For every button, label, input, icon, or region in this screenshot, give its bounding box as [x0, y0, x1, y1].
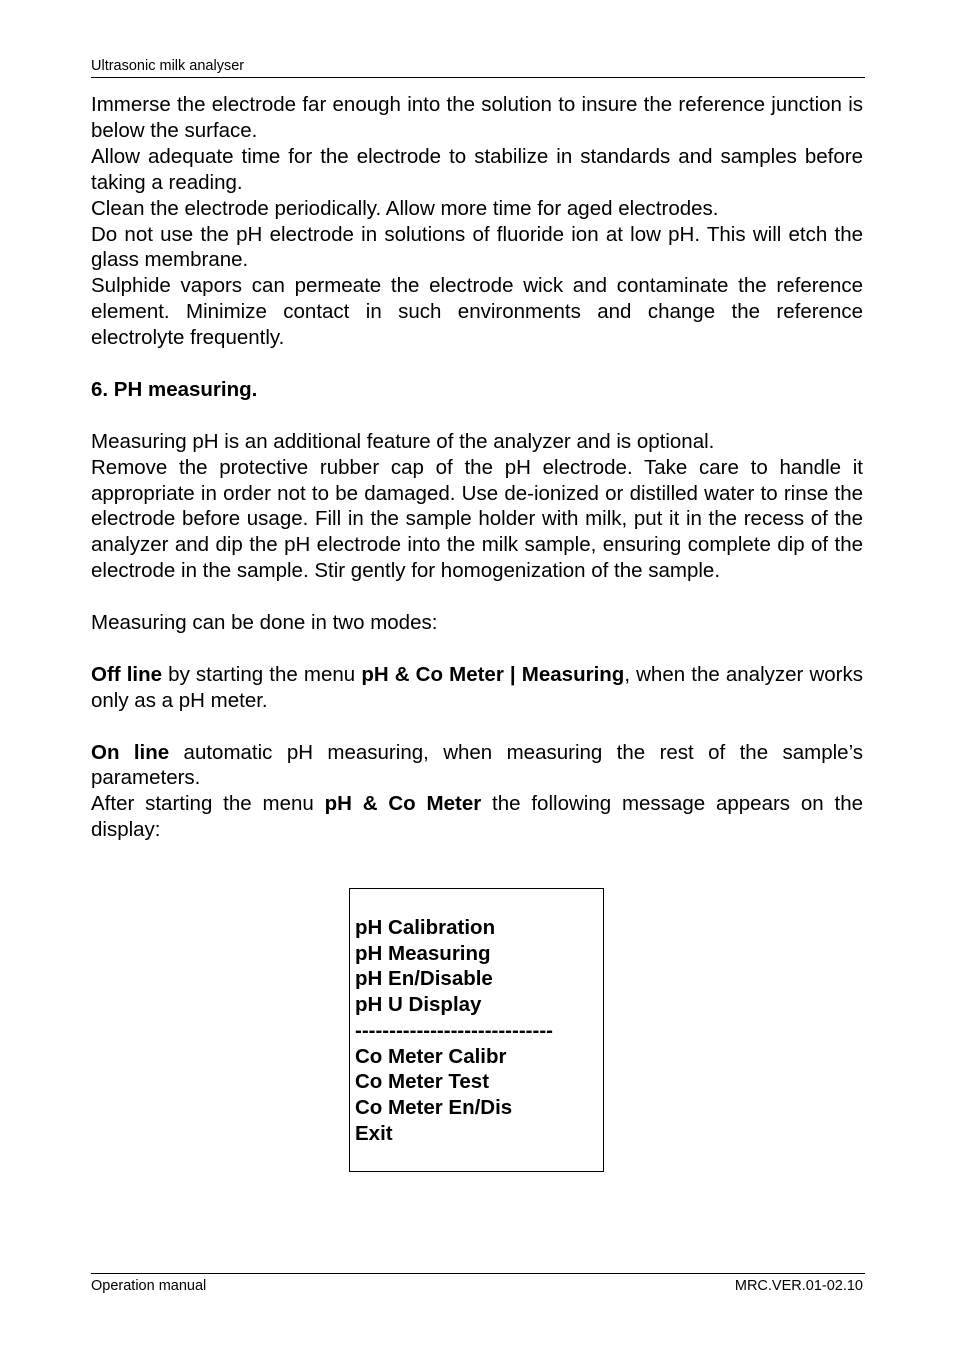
- paragraph-sulphide: Sulphide vapors can permeate the electrode wick and contaminate the reference element. Minimize contact in such environments and change the reference electrolyte frequently.: [91, 274, 863, 350]
- menu-separator: -----------------------------: [355, 1018, 553, 1042]
- spacer: [91, 584, 863, 610]
- menu-item-ph-measuring: pH Measuring: [355, 941, 491, 965]
- offline-text-1: by starting the menu: [162, 662, 362, 686]
- paragraph-clean: Clean the electrode periodically. Allow more time for aged electrodes.: [91, 196, 719, 220]
- offline-label: Off line: [91, 662, 163, 686]
- document-title: Ultrasonic milk analyser: [91, 58, 245, 74]
- online-label: On line: [91, 740, 170, 764]
- paragraph-immerse: Immerse the electrode far enough into the solution to insure the reference junction is below the surface.: [91, 93, 863, 142]
- footer-version-text: MRC.VER.01-02.10: [734, 1278, 863, 1294]
- offline-text-2: , when the analyzer works only as a pH meter.: [91, 662, 864, 712]
- menu-item-co-meter-en-dis: Co Meter En/Dis: [355, 1095, 513, 1119]
- footer-left-text: Operation manual: [91, 1278, 207, 1294]
- menu-item-ph-en-disable: pH En/Disable: [355, 967, 493, 991]
- display-menu-box: [349, 888, 604, 1172]
- after-text-2: the following message appears on the display:: [91, 792, 863, 842]
- paragraph-fluoride: Do not use the pH electrode in solutions of fluoride ion at low pH. This will etch the glass membrane.: [91, 222, 863, 272]
- page-content: [91, 92, 863, 843]
- menu-item-co-meter-test: Co Meter Test: [355, 1070, 490, 1094]
- menu-item-ph-calibration: pH Calibration: [355, 916, 496, 939]
- page-footer: [91, 1273, 865, 1296]
- spacer: [91, 403, 863, 429]
- paragraph-online-mode: [91, 740, 863, 792]
- paragraph-after-start: [91, 791, 863, 843]
- paragraph-modes-intro: Measuring can be done in two modes:: [91, 611, 438, 635]
- paragraph-procedure: Remove the protective rubber cap of the pH electrode. Take care to handle it appropriate in order not to be damaged. Use de-ionized or distilled water to rinse the electrode before usage. Fill in the sample holder with milk, put it in the recess of the analyzer and dip the pH electrode into the milk sample, ensuring complete dip of the electrode in the sample. Stir gently for homogenization of the sample.: [91, 455, 863, 583]
- online-text: automatic pH measuring, when measuring the rest of the sample’s parameters.: [91, 740, 863, 790]
- menu-item-ph-u-display: pH U Display: [355, 993, 482, 1017]
- offline-menu-path: pH & Co Meter | Measuring: [361, 662, 625, 686]
- paragraph-intro: Measuring pH is an additional feature of the analyzer and is optional.: [91, 429, 715, 453]
- menu-item-co-meter-calibr: Co Meter Calibr: [355, 1044, 507, 1068]
- spacer: [91, 351, 863, 377]
- paragraph-offline-mode: [91, 662, 863, 714]
- after-text-1: After starting the menu: [91, 792, 325, 816]
- spacer: [91, 636, 863, 662]
- after-menu-name: pH & Co Meter: [324, 792, 482, 816]
- section-heading: 6. PH measuring.: [91, 377, 258, 401]
- menu-item-exit: Exit: [355, 1121, 393, 1145]
- page-header: [91, 56, 865, 78]
- paragraph-stabilize: Allow adequate time for the electrode to stabilize in standards and samples before taking a reading.: [91, 144, 863, 194]
- spacer: [91, 714, 863, 740]
